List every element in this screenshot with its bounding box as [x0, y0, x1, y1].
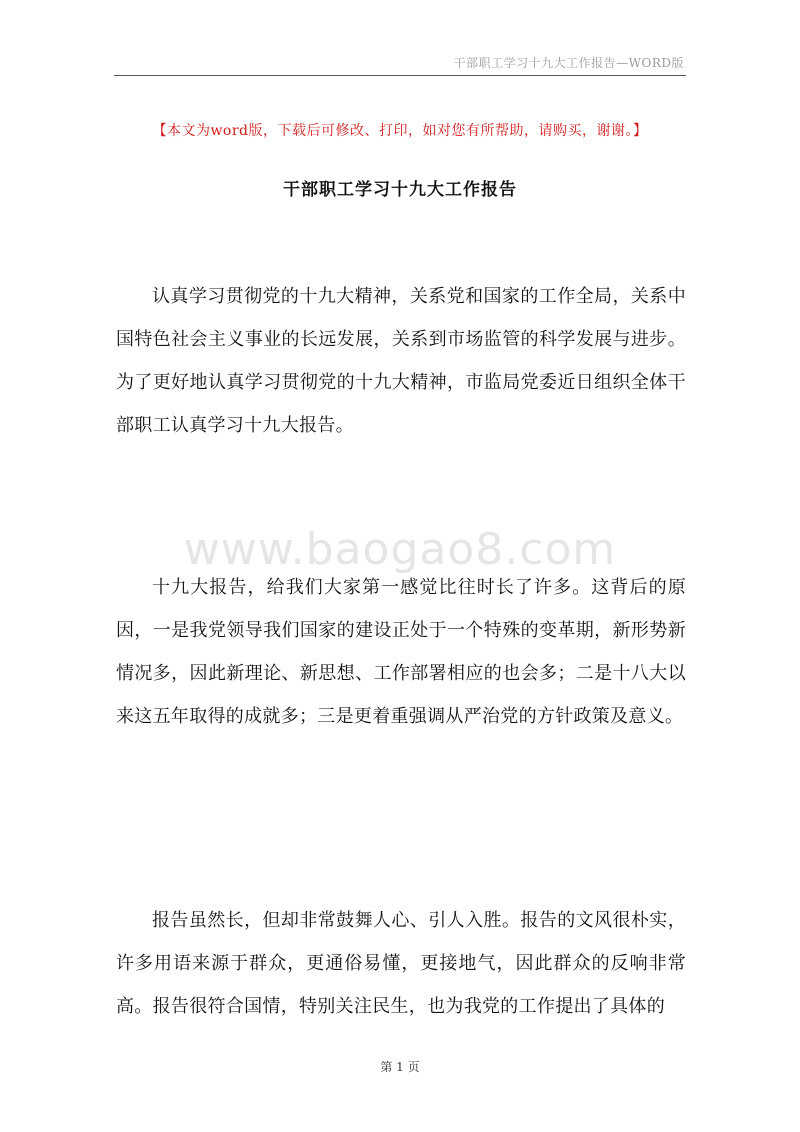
- document-title: 干部职工学习十九大工作报告: [283, 180, 517, 200]
- watermark: www.baogao8.com: [183, 524, 617, 575]
- paragraph-2: 十九大报告，给我们大家第一感觉比往时长了许多。这背后的原因，一是我党领导我们国家的建设正处于一个特殊的变革期，新形势新情况多，因此新理论、新思想、工作部署相应的也会多；二是十八大以来这五年取得的成就多；三是更着重强调从严治党的方针政策及意义。: [116, 577, 686, 727]
- download-notice: 【本文为word版，下载后可修改、打印，如对您有所帮助，请购买，谢谢。】: [152, 123, 648, 139]
- header-divider: [114, 75, 686, 76]
- running-header: 干部职工学习十九大工作报告—WORD版: [453, 56, 684, 70]
- paragraph-3: 报告虽然长，但却非常鼓舞人心、引人入胜。报告的文风很朴实，许多用语来源于群众，更通俗易懂，更接地气，因此群众的反响非常高。报告很符合国情，特别关注民生，也为我党的工作提出了具体的: [116, 910, 686, 1017]
- page-number: 第 1 页: [380, 1060, 420, 1074]
- paragraph-1: 认真学习贯彻党的十九大精神，关系党和国家的工作全局，关系中国特色社会主义事业的长远发展，关系到市场监管的科学发展与进步。为了更好地认真学习贯彻党的十九大精神，市监局党委近日组织全体干部职工认真学习十九大报告。: [116, 286, 686, 436]
